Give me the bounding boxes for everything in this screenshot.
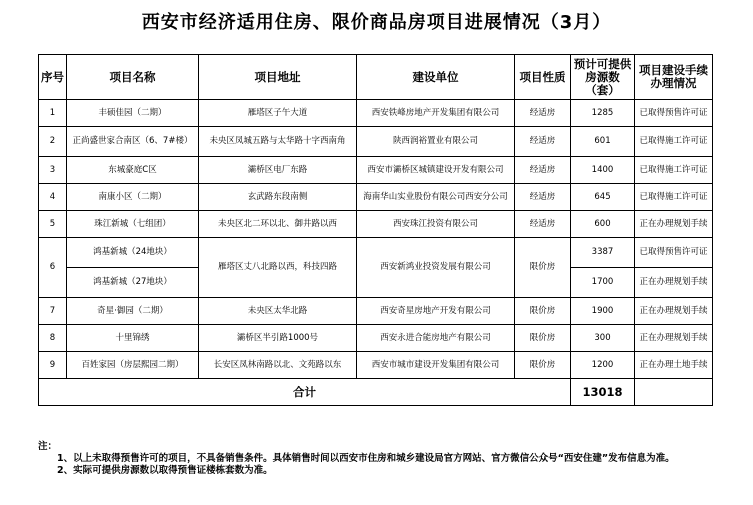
cell-seq: 2 xyxy=(39,127,67,157)
cell-address: 未央区凤城五路与太华路十字西南角 xyxy=(199,127,357,157)
cell-address: 玄武路东段南侧 xyxy=(199,184,357,211)
cell-units: 300 xyxy=(571,325,635,352)
cell-address: 雁塔区丈八北路以西，科技四路 xyxy=(199,238,357,298)
header-status: 项目建设手续办理情况 xyxy=(635,55,713,100)
cell-seq: 8 xyxy=(39,325,67,352)
note-2: 2、实际可提供房源数以取得预售证楼栋套数为准。 xyxy=(57,465,273,476)
cell-status: 正在办理规划手续 xyxy=(635,268,713,298)
cell-seq: 6 xyxy=(39,238,67,298)
cell-name: 十里锦绣 xyxy=(67,325,199,352)
header-name: 项目名称 xyxy=(67,55,199,100)
cell-name: 鸿基新城（27地块） xyxy=(67,268,199,298)
cell-type: 经适房 xyxy=(515,184,571,211)
cell-name: 南康小区（二期） xyxy=(67,184,199,211)
cell-type: 限价房 xyxy=(515,298,571,325)
cell-status: 已取得预售许可证 xyxy=(635,238,713,268)
cell-status: 正在办理规划手续 xyxy=(635,325,713,352)
cell-units: 601 xyxy=(571,127,635,157)
cell-address: 长安区凤林南路以北、文苑路以东 xyxy=(199,352,357,379)
note-1: 1、以上未取得预售许可的项目，不具备销售条件。具体销售时间以西安市住房和城乡建设局官方网站、官方微信公众号“西安住建”发布信息为准。 xyxy=(57,453,675,464)
header-seq: 序号 xyxy=(39,55,67,100)
cell-name: 百姓家园（房层熙园二期） xyxy=(67,352,199,379)
table-row xyxy=(39,352,713,379)
cell-name: 鸿基新城（24地块） xyxy=(67,238,199,268)
cell-status: 已取得预售许可证 xyxy=(635,100,713,127)
cell-developer: 西安市灞桥区城镇建设开发有限公司 xyxy=(357,157,515,184)
cell-type: 经适房 xyxy=(515,127,571,157)
table-row xyxy=(39,100,713,127)
cell-name: 珠江新城（七组团） xyxy=(67,211,199,238)
cell-units: 1400 xyxy=(571,157,635,184)
cell-developer: 陕西润裕置业有限公司 xyxy=(357,127,515,157)
projects-table xyxy=(38,54,713,406)
cell-type: 限价房 xyxy=(515,325,571,352)
cell-seq: 3 xyxy=(39,157,67,184)
cell-name: 奇星·御园（二期） xyxy=(67,298,199,325)
cell-status: 正在办理土地手续 xyxy=(635,352,713,379)
total-label: 合计 xyxy=(39,379,571,406)
total-units: 13018 xyxy=(571,379,635,406)
cell-status: 正在办理规划手续 xyxy=(635,211,713,238)
total-row xyxy=(39,379,713,406)
cell-status: 已取得施工许可证 xyxy=(635,184,713,211)
table-row xyxy=(39,238,713,268)
cell-developer: 西安铁峰房地产开发集团有限公司 xyxy=(357,100,515,127)
cell-address: 雁塔区子午大道 xyxy=(199,100,357,127)
total-status xyxy=(635,379,713,406)
cell-seq: 7 xyxy=(39,298,67,325)
table-row xyxy=(39,184,713,211)
cell-seq: 1 xyxy=(39,100,67,127)
cell-units: 1900 xyxy=(571,298,635,325)
cell-units: 3387 xyxy=(571,238,635,268)
header-address: 项目地址 xyxy=(199,55,357,100)
cell-status: 正在办理规划手续 xyxy=(635,298,713,325)
cell-units: 1200 xyxy=(571,352,635,379)
table-row xyxy=(39,325,713,352)
header-type: 项目性质 xyxy=(515,55,571,100)
cell-units: 645 xyxy=(571,184,635,211)
cell-developer: 西安奇星房地产开发有限公司 xyxy=(357,298,515,325)
cell-units: 600 xyxy=(571,211,635,238)
cell-type: 经适房 xyxy=(515,157,571,184)
cell-seq: 9 xyxy=(39,352,67,379)
cell-address: 灞桥区电厂东路 xyxy=(199,157,357,184)
cell-seq: 5 xyxy=(39,211,67,238)
cell-name: 正尚盛世家合南区（6、7#楼） xyxy=(67,127,199,157)
cell-name: 东城豪庭C区 xyxy=(67,157,199,184)
cell-developer: 海南华山实业股份有限公司西安分公司 xyxy=(357,184,515,211)
page-title: 西安市经济适用住房、限价商品房项目进展情况（3月） xyxy=(141,12,612,33)
cell-address: 未央区北二环以北、御井路以西 xyxy=(199,211,357,238)
table-row xyxy=(39,157,713,184)
cell-seq: 4 xyxy=(39,184,67,211)
notes xyxy=(38,441,718,477)
table-row xyxy=(39,211,713,238)
cell-developer: 西安永进合能房地产有限公司 xyxy=(357,325,515,352)
cell-units: 1285 xyxy=(571,100,635,127)
notes-label: 注： xyxy=(38,441,58,452)
table-row xyxy=(39,298,713,325)
table-header-row xyxy=(39,55,713,100)
cell-address: 灞桥区半引路1000号 xyxy=(199,325,357,352)
cell-type: 限价房 xyxy=(515,238,571,298)
cell-developer: 西安市城市建设开发集团有限公司 xyxy=(357,352,515,379)
cell-status: 已取得施工许可证 xyxy=(635,127,713,157)
cell-name: 丰硕佳园（二期） xyxy=(67,100,199,127)
cell-type: 经适房 xyxy=(515,100,571,127)
header-units: 预计可提供房源数（套） xyxy=(571,55,635,100)
cell-type: 限价房 xyxy=(515,352,571,379)
cell-address: 未央区太华北路 xyxy=(199,298,357,325)
cell-status: 已取得施工许可证 xyxy=(635,157,713,184)
cell-developer: 西安新鸿业投资发展有限公司 xyxy=(357,238,515,298)
cell-type: 经适房 xyxy=(515,211,571,238)
table-row xyxy=(39,127,713,157)
cell-developer: 西安珠江投资有限公司 xyxy=(357,211,515,238)
cell-units: 1700 xyxy=(571,268,635,298)
header-developer: 建设单位 xyxy=(357,55,515,100)
